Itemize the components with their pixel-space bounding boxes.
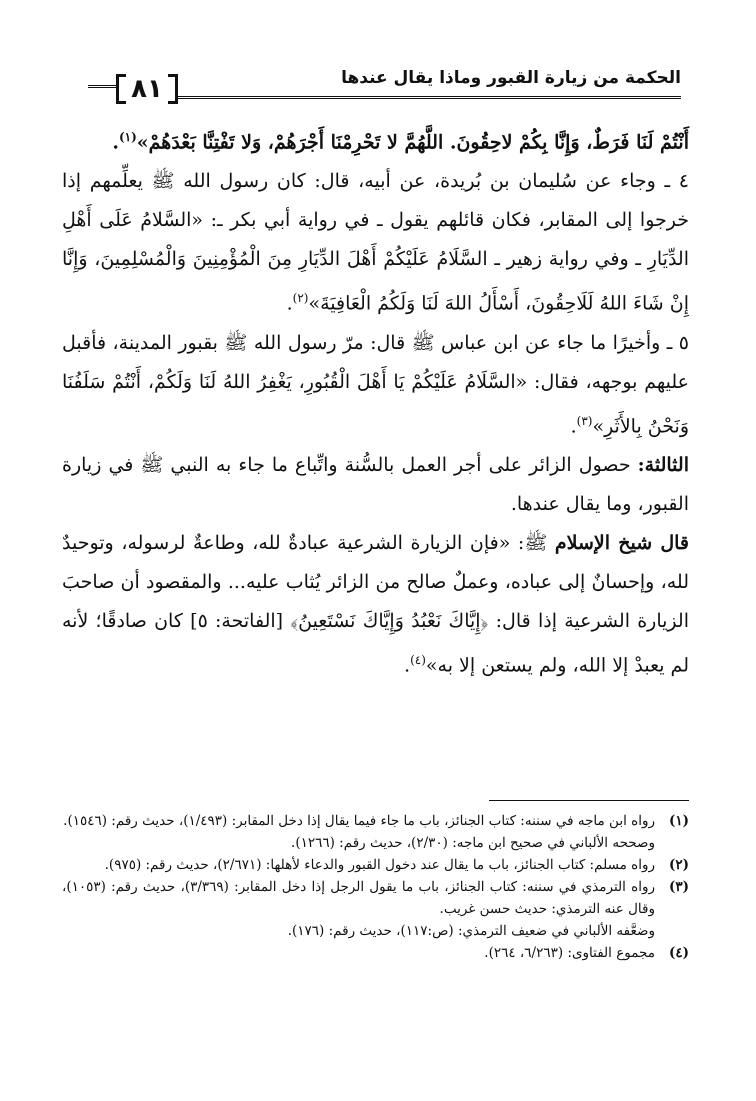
footnote-number: (١) <box>668 813 689 829</box>
footnote-line: وضعَّفه الألباني في ضعيف الترمذي: (ص:١١٧)، حديث رقم: (١٧٦). <box>287 923 655 939</box>
paragraph-sheikh-quote <box>62 524 689 685</box>
paragraph-hadith-continuation <box>62 118 689 162</box>
page-number <box>116 74 178 104</box>
footnote-separator <box>489 800 689 801</box>
paragraph-end: . <box>286 292 293 315</box>
paragraph-lead: قال شيخ الإسلام <box>554 531 689 554</box>
footnote-marker: (٢) <box>292 291 309 306</box>
footnote-text <box>62 810 655 854</box>
footnote-marker: (١) <box>118 130 137 144</box>
main-text <box>62 118 689 685</box>
page-number-bracket-right <box>168 74 178 104</box>
footnote-text <box>62 854 655 876</box>
header-rule-left <box>88 85 116 88</box>
paragraph-lead: الثالثة: <box>637 453 689 476</box>
paragraph-end: . <box>404 654 411 677</box>
running-title: الحكمة من زيارة القبور وماذا يقال عندها <box>341 68 681 88</box>
footnote-line: رواه ابن ماجه في سننه: كتاب الجنائز، باب ما جاء فيما يقال إذا دخل المقابر: (١/٤٩٣)، حديث رقم: (١٥٤٦). <box>63 813 655 829</box>
running-header <box>88 68 681 112</box>
footnote-marker: (٣) <box>576 413 593 428</box>
footnote-4 <box>62 942 689 964</box>
footnote-line: مجموع الفتاوى: (٦/٢٦٣، ٢٦٤). <box>484 945 655 961</box>
footnote-1 <box>62 810 689 854</box>
paragraph-text: حصول الزائر على أجر العمل بالسُّنة واتِّباع ما جاء به النبي ﷺ في زيارة القبور، وما يقال عندها. <box>62 453 689 515</box>
paragraph-text: أَنْتُمْ لَنَا فَرَطٌ، وَإِنَّا بِكُمْ لاحِقُونَ. اللَّهُمَّ لا تَحْرِمْنَا أَجْرَهُمْ، وَلا تَفْتِنَّا بَعْدَهُمْ» <box>136 131 689 154</box>
footnote-2 <box>62 854 689 876</box>
footnote-3 <box>62 876 689 942</box>
footnote-line: رواه مسلم: كتاب الجنائز، باب ما يقال عند دخول القبور والدعاء لأهلها: (٢/٦٧١)، حديث رقم: (٩٧٥). <box>104 857 655 873</box>
paragraph-text: ﷺ: «فإن الزيارة الشرعية عبادةٌ لله، وطاعةٌ لرسوله، وتوحيدٌ لله، وإحسانٌ إلى عباده، وعملٌ صالح من الزائر يُثاب عليه... والمقصود أن صاحبَ الزيارة الشرعية إذا قال: ﴿إِيَّاكَ نَعْبُدُ وَإِيَّاكَ نَسْتَعِينُ﴾ [الفاتحة: ٥] كان صادقًا؛ لأنه لم يعبدْ إلا الله، ولم يستعن إلا به» <box>62 531 689 677</box>
footnote-marker: (٤) <box>410 652 426 667</box>
footnote-number: (٣) <box>668 879 689 895</box>
footnote-line: رواه الترمذي في سننه: كتاب الجنائز، باب ما يقول الرجل إذا دخل المقابر: (٣/٣٦٩)، حديث رقم: (١٠٥٣)، وقال عنه الترمذي: حديث حسن غريب. <box>62 879 655 917</box>
paragraph-third-benefit <box>62 446 689 524</box>
paragraph-text: ٤ ـ وجاء عن سُليمان بن بُريدة، عن أبيه، قال: كان رسول الله ﷺ يعلِّمهم إذا خرجوا إلى المقابر، فكان قائلهم يقول ـ في رواية أبي بكر ـ: «السَّلامُ عَلَى أَهْلِ الدِّيَارِ ـ وفي رواية زهير ـ السَّلَامُ عَلَيْكُمْ أَهْلَ الدِّيَارِ مِنَ الْمُؤْمِنِينَ وَالْمُسْلِمِينَ، وَإِنَّا إِنْ شَاءَ اللهُ لَلَاحِقُونَ، أَسْأَلُ اللهَ لَنَا وَلَكُمُ الْعَافِيَةَ» <box>62 170 689 315</box>
footnote-number: (٤) <box>668 945 689 961</box>
paragraph-hadith-5 <box>62 324 689 446</box>
page-number-bracket-left <box>116 74 126 104</box>
footnote-number: (٢) <box>668 857 689 873</box>
header-rule <box>178 96 681 99</box>
footnote-text <box>62 942 655 964</box>
footnote-text <box>62 876 655 942</box>
footnote-line: وصححه الألباني في صحيح ابن ماجه: (٢/٣٠)، حديث رقم: (١٢٦٦). <box>291 835 655 851</box>
paragraph-end: . <box>570 414 577 437</box>
page-number-text: ٨١ <box>131 74 163 104</box>
paragraph-end: . <box>112 131 119 154</box>
paragraph-hadith-4 <box>62 162 689 323</box>
footnote-list <box>62 810 689 964</box>
paragraph-text: ٥ ـ وأخيرًا ما جاء عن ابن عباس ﷺ قال: مرّ رسول الله ﷺ بقبور المدينة، فأقبل عليهم بوجهه، فقال: «السَّلَامُ عَلَيْكُمْ يَا أَهْلَ الْقُبُورِ، يَغْفِرُ اللهُ لَنَا وَلَكُمْ، أَنْتُمْ سَلَفُنَا وَنَحْنُ بِالأَثَرِ» <box>62 331 689 437</box>
